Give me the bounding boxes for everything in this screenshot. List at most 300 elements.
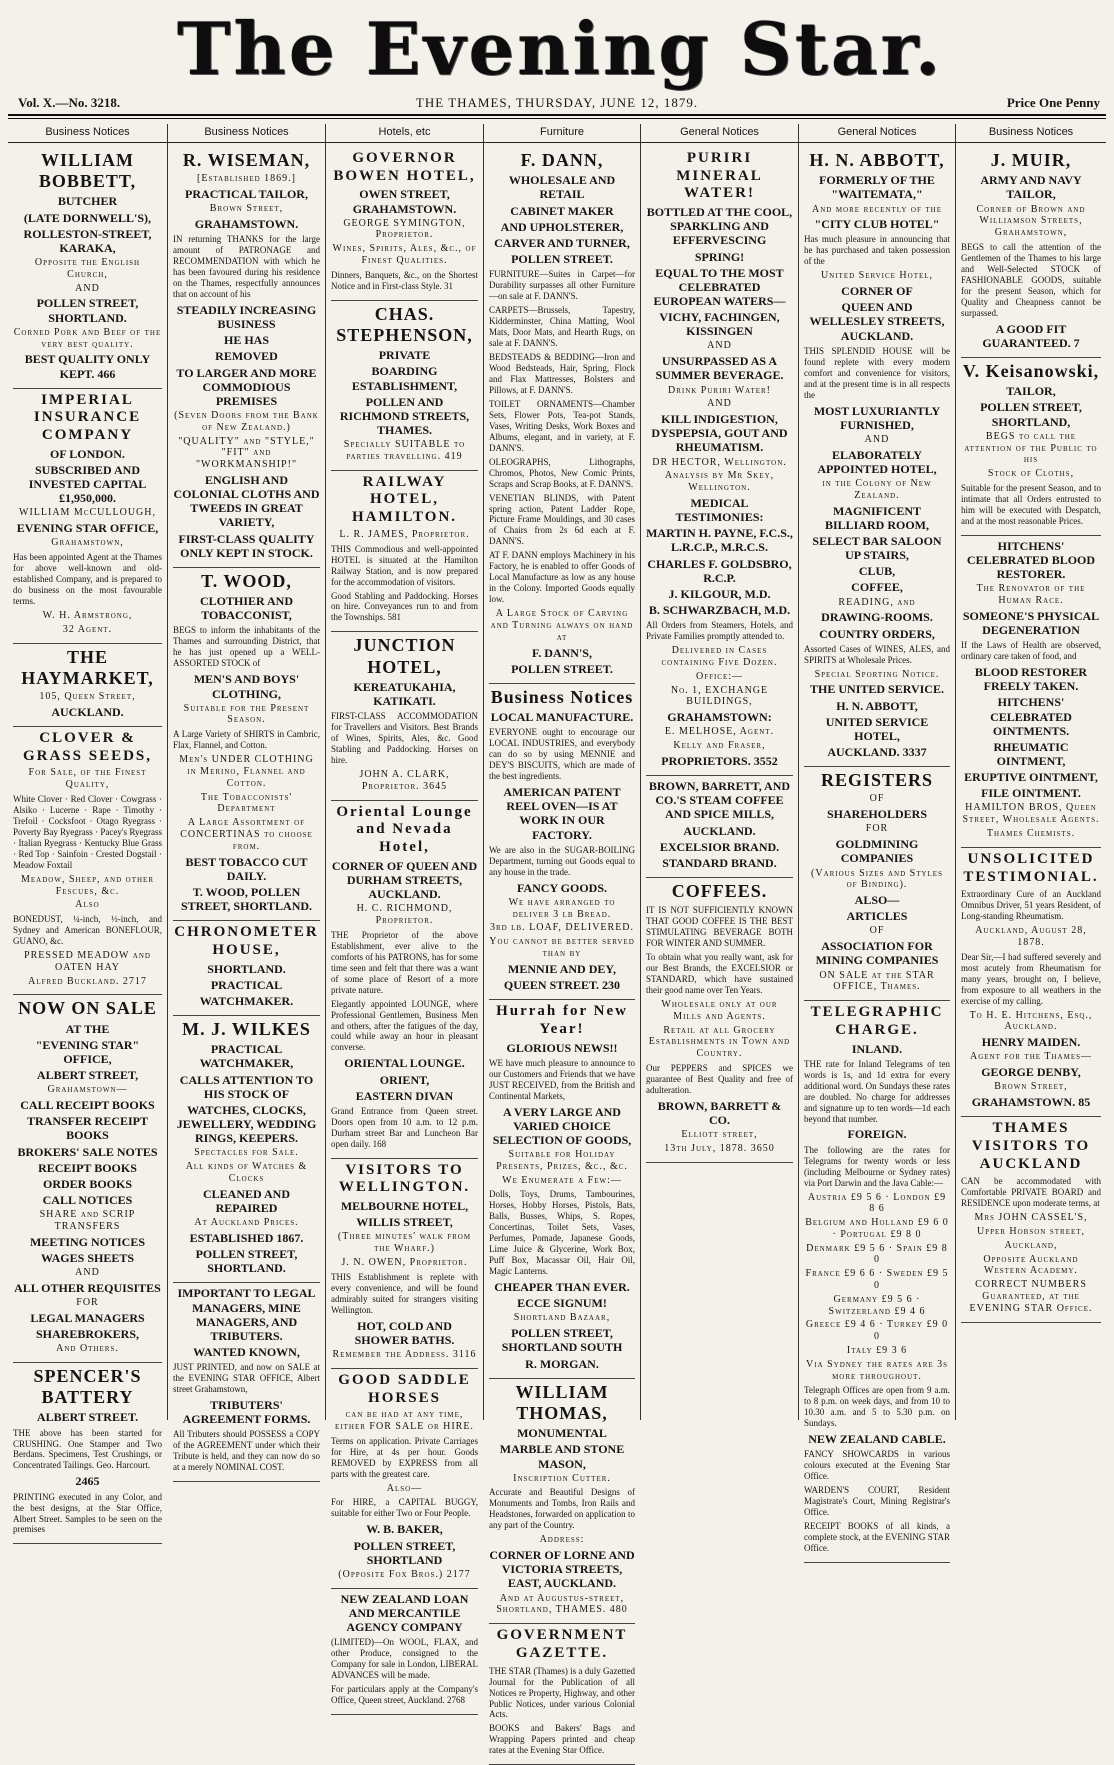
ad-line: A VERY LARGE AND VARIED CHOICE SELECTION OF GOODS,	[492, 1104, 632, 1147]
ad-line: A Large Assortment of CONCERTINAS to choose from.	[180, 817, 313, 852]
ad-headline: J. MUIR,	[990, 149, 1072, 170]
ad-line: Agent for the Thames—	[969, 1051, 1093, 1063]
ad-headline: UNSOLICITED TESTIMONIAL.	[963, 850, 1099, 885]
ad-line: A Large Stock of Carving and Turning always on hand at	[490, 608, 634, 643]
ad-line: TAILOR,	[1006, 384, 1056, 399]
ad-line: BROKERS' SALE NOTES	[17, 1144, 158, 1159]
advertisement	[13, 389, 162, 644]
ad-body-text: Suitable for the present Season, and to intimate that all Orders entrusted to him will be executed with Despatch, and at the most reasonable Prices.	[961, 482, 1101, 526]
ad-line: ORIENT,	[379, 1072, 430, 1087]
ad-line: "QUALITY" and "STYLE," "FIT" and "WORKMANSHIP!"	[178, 435, 315, 471]
ad-line: At Auckland Prices.	[194, 1217, 299, 1229]
ad-line: Via Sydney the rates are 3s more throughout.	[805, 1358, 949, 1382]
ad-line: Office:—	[695, 670, 744, 682]
ad-body-text: THE Proprietor of the above Establishment, ever alive to the comforts of his PATRONS, has for some time seen and felt that there was a want of some place of Resort of a more private nature.	[331, 929, 478, 995]
ad-line: GRAHAMSTOWN. 85	[971, 1095, 1091, 1110]
ad-line: For Sale, of the Finest Quality,	[28, 767, 147, 791]
ad-line: The Renovator of the Human Race.	[976, 583, 1086, 607]
ad-body-text: FURNITURE—Suites in Carpet—for Durability surpasses all other Furniture—on sale at F. DANN'S.	[489, 269, 635, 302]
column-7	[956, 124, 1106, 1420]
ad-line: Thames Chemists.	[986, 828, 1076, 840]
ad-headline: GOVERNOR BOWEN HOTEL,	[333, 149, 476, 184]
ad-body-text: BEGS to inform the inhabitants of the Thames and surrounding District, that he has just opened up a WELL-ASSORTED STOCK of	[173, 625, 320, 669]
ad-body-text: THIS Commodious and well-appointed HOTEL is situated at the Hamilton Railway Station, and is now prepared for the accommodation of visitors.	[331, 543, 478, 587]
ad-line: PRACTICAL TAILOR,	[185, 187, 308, 201]
ad-body-text: Assorted Cases of WINES, ALES, and SPIRITS at Wholesale Prices.	[804, 643, 950, 665]
advertisement	[489, 1624, 635, 1765]
ad-line: CABINET MAKER	[510, 203, 614, 218]
ad-headline: HITCHENS' CELEBRATED BLOOD RESTORER.	[966, 538, 1096, 582]
ad-line: ELABORATELY APPOINTED HOTEL,	[817, 447, 937, 476]
ad-headline: R. WISEMAN,	[182, 149, 311, 170]
ad-line: WATCHMAKER.	[199, 993, 294, 1008]
ad-line: FILE OINTMENT.	[981, 786, 1081, 801]
ad-line: Analysis by Mr Skey, Wellington.	[664, 470, 775, 494]
ad-line: CORRECT NUMBERS Guaranteed, at the EVENING STAR Office.	[969, 1279, 1093, 1314]
ad-line: BEGS to call the attention of the Public to his	[964, 430, 1098, 466]
column-heading: General Notices	[641, 124, 798, 143]
advertisement	[489, 684, 635, 1000]
ad-body-text: RECEIPT BOOKS of all kinds, a complete stock, at the EVENING STAR Office.	[804, 1521, 950, 1554]
ad-line: We Enumerate a Few:—	[502, 1174, 622, 1186]
ad-line: POLLEN STREET, SHORTLAND.	[36, 296, 139, 325]
ad-line: 3rd lb. LOAF, DELIVERED.	[489, 922, 635, 934]
ad-headline: V. Keisanowski,	[962, 361, 1100, 381]
ad-headline: REGISTERS	[820, 770, 934, 791]
ad-line: H. C. RICHMOND, Proprietor.	[356, 903, 453, 926]
ad-line: FIRST-CLASS QUALITY ONLY KEPT IN STOCK.	[178, 531, 315, 560]
ad-line: ORDER BOOKS	[42, 1176, 132, 1191]
ad-line: Special Sporting Notice.	[814, 668, 940, 680]
ad-body-text: CARPETS—Brussels, Tapestry, Kidderminster, China Matting, Wool Mats, Door Mats, and Hearth Rugs, on sale at F. DANN'S.	[489, 305, 635, 348]
masthead-rule	[8, 114, 1106, 116]
ad-body-text: IT IS NOT SUFFICIENTLY KNOWN THAT GOOD COFFEE IS THE BEST STIMULATING BEVERAGE BOTH FOR WINTER AND SUMMER.	[646, 905, 793, 949]
ad-line: EQUAL TO THE MOST CELEBRATED EUROPEAN WATERS—	[653, 265, 786, 308]
ad-body-text: Grand Entrance from Queen street. Doors open from 10 a.m. to 12 p.m. Durham street Bar and Luncheon Bar open daily. 168	[331, 1105, 478, 1149]
newspaper-columns	[8, 124, 1106, 1756]
ad-body-text: The following are the rates for Telegrams for twenty words or less (including Melbourne or Sydney rates) via Port Darwin and the Java Cable:—	[804, 1144, 950, 1188]
ad-line: Grahamstown,	[51, 537, 124, 549]
ad-line: And at Augustus-street, Shortland, THAMES. 480	[496, 1592, 628, 1616]
ad-line: W. B. BAKER,	[366, 1522, 443, 1537]
ad-line: United Service Hotel,	[820, 270, 934, 282]
ad-line: 13th July, 1878. 3650	[664, 1143, 775, 1154]
ad-line: TRIBUTERS' AGREEMENT FORMS.	[182, 1398, 311, 1427]
ad-headline: NEW ZEALAND LOAN AND MERCANTILE AGENCY COMPANY	[340, 1591, 469, 1634]
column-6	[799, 124, 956, 1554]
ad-line: AND	[75, 282, 100, 294]
ad-line: AUCKLAND. 3337	[827, 745, 927, 760]
ad-line: OF LONDON.	[50, 446, 125, 461]
ad-line: INLAND.	[851, 1041, 903, 1056]
ad-body-text: BEDSTEADS & BEDDING—Iron and Wood Bedsteads, Hair, Spring, Flock and Flax Mattresses, Bolsters and Pillows, at F. DANN'S.	[489, 351, 635, 395]
advertisement	[646, 878, 793, 1163]
ad-line: POLLEN AND RICHMOND STREETS, THAMES.	[339, 394, 470, 438]
ad-line: Address:	[539, 1534, 585, 1546]
column-2	[168, 124, 326, 1473]
ad-headline: PURIRI MINERAL WATER!	[676, 149, 763, 202]
ad-body-text: OLEOGRAPHS, Lithographs, Chromos, Photos, New Comic Prints, Scraps and Scrap Books, at F. DANN'S.	[489, 456, 635, 489]
ad-line: T. WOOD, POLLEN STREET, SHORTLAND.	[180, 884, 313, 914]
column-heading: General Notices	[799, 124, 955, 143]
ad-line: NEW ZEALAND CABLE.	[808, 1432, 946, 1447]
column-1	[8, 124, 168, 1535]
ad-line: GRAHAMSTOWN:	[667, 710, 772, 725]
ad-line: AND	[75, 1267, 100, 1279]
ad-line: PRACTICAL	[210, 977, 283, 992]
ad-headline: IMPORTANT TO LEGAL MANAGERS, MINE MANAGERS, AND TRIBUTERS.	[177, 1286, 316, 1343]
ad-line: Corner of Brown and Williamson Streets, Grahamstown,	[976, 203, 1086, 239]
masthead-rule-thin	[8, 118, 1106, 119]
advertisement	[331, 1589, 478, 1715]
ad-line: ASSOCIATION FOR MINING COMPANIES	[815, 939, 939, 968]
advertisement	[173, 147, 320, 568]
ad-line: EXCELSIOR BRAND.	[659, 839, 780, 854]
ad-line: FORMERLY OF THE "WAITEMATA,"	[819, 173, 935, 202]
ad-line: (LATE DORNWELL'S),	[23, 210, 152, 225]
ad-line: WANTED KNOWN,	[193, 1344, 300, 1359]
ad-line: RECEIPT BOOKS	[38, 1160, 137, 1175]
ad-line: SPRING!	[694, 249, 745, 264]
ad-line: HITCHENS' CELEBRATED OINTMENTS.	[990, 695, 1072, 738]
ad-line: can be had at any time, either FOR SALE or HIRE.	[335, 1409, 474, 1432]
ad-body-text: Dolls, Toys, Drums, Tambourines, Horses, Hobby Horses, Pistols, Bats, Balls, Busses, Whips, S. Ropes, Concertinas, Toilet Sets, Vases, Perfumes, Pomade, Japanese Goods, Lime Juice & Glycerine, Work Box, Puff Box, Macassar Oil, Hair Oil, Magic Lanterns.	[489, 1189, 635, 1277]
ad-body-text: AT F. DANN employs Machinery in his Factory, he is enabled to offer Goods of Local Manufacture as low as any house in the Colony. Imported Goods equally low.	[489, 550, 635, 605]
ad-line: KEREATUKAHIA, KATIKATI.	[353, 679, 456, 709]
advertisement	[331, 147, 478, 301]
ad-line: GOLDMINING COMPANIES	[835, 837, 919, 866]
ad-line: Kelly and Fraser,	[673, 740, 766, 752]
ad-line: CHARLES F. GOLDSBRO, R.C.P.	[647, 556, 792, 585]
ad-line: HENRY MAIDEN.	[981, 1035, 1081, 1050]
ad-line: Wines, Spirits, Ales, &c., of Finest Qualities.	[332, 243, 477, 267]
ad-line: HOT, COLD AND SHOWER BATHS.	[354, 1318, 455, 1347]
ad-line: CORNER OF QUEEN AND DURHAM STREETS, AUCKLAND.	[331, 858, 478, 902]
ad-line: SHAREHOLDERS	[826, 807, 928, 822]
advertisement	[489, 1000, 635, 1379]
ad-line: ALBERT STREET.	[36, 1410, 139, 1425]
ad-line: LOCAL MANUFACTURE.	[490, 710, 634, 725]
ad-line: POLLEN STREET, SHORTLAND,	[980, 400, 1082, 429]
ad-line: Also	[75, 899, 100, 911]
ad-line: BOARDING ESTABLISHMENT,	[351, 364, 458, 393]
ad-body-text: WARDEN'S COURT, Resident Magistrate's Court, Mining Registrar's Office.	[804, 1485, 950, 1518]
ad-line: B. SCHWARZBACH, M.D.	[648, 603, 791, 618]
ad-line: MONUMENTAL	[517, 1426, 607, 1441]
ad-line: Spectacles for Sale.	[194, 1147, 299, 1159]
ad-line: ALSO—	[854, 893, 900, 908]
ad-line: STEADILY INCREASING BUSINESS	[176, 302, 317, 332]
column-heading: Hotels, etc	[326, 124, 483, 143]
ad-line: J. N. OWEN, Proprietor.	[341, 1257, 468, 1269]
ad-body-text: Has been appointed Agent at the Thames for above well-known and old-established Company, and is prepared to do business on the most favourable terms.	[13, 552, 162, 606]
ad-line: TRANSFER RECEIPT BOOKS	[26, 1114, 149, 1143]
ad-line: AND	[707, 398, 732, 410]
ad-line: To H. E. Hitchens, Esq., Auckland.	[969, 1009, 1093, 1033]
ad-line: BEST TOBACCO CUT DAILY.	[185, 854, 308, 883]
ad-line: Remember the Address. 3116	[332, 1349, 477, 1361]
ad-headline: NOW ON SALE	[18, 998, 157, 1019]
ad-body-text: (LIMITED)—On WOOL, FLAX, and other Produce, consigned to the Company for sale in London, LIBERAL ADVANCES will be made.	[331, 1637, 478, 1681]
ad-line: SHAREBROKERS,	[35, 1326, 140, 1341]
advertisement	[961, 848, 1101, 1117]
ad-line: DR HECTOR, Wellington.	[652, 456, 787, 468]
ad-line: CORNER OF LORNE AND VICTORIA STREETS, EAST, AUCKLAND.	[489, 1548, 635, 1591]
ad-line: ARMY AND NAVY TAILOR,	[980, 173, 1082, 202]
ad-line: Stock of Cloths,	[987, 468, 1075, 480]
ad-body-text: To obtain what you really want, ask for our Best Brands, the EXCELSIOR or STANDARD, which have sustained their good name over Ten Years.	[646, 952, 793, 996]
ad-line: AUCKLAND.	[683, 823, 756, 838]
ad-line: And Others.	[56, 1343, 119, 1355]
ad-headline: THAMES VISITORS TO AUCKLAND	[971, 1120, 1091, 1172]
ad-line: Wholesale only at our Mills and Agents.	[661, 999, 778, 1022]
ad-body-text: Good Stabling and Paddocking. Horses on hire. Conveyances run to and from the Townships. 581	[331, 590, 478, 623]
ad-line: CALL RECEIPT BOOKS	[20, 1098, 155, 1113]
ad-line: Meadow, Sheep, and other Fescues, &c.	[21, 873, 154, 897]
ad-line: SHARE and SCRIP TRANSFERS	[39, 1209, 136, 1232]
advertisement	[13, 995, 162, 1363]
ad-headline: SPENCER'S BATTERY	[33, 1365, 142, 1408]
ad-line: Suitable for Holiday Presents, Prizes, &c., &c.	[496, 1149, 628, 1172]
ad-body-text: BEGS to call the attention of the Gentlemen of the Thames to his large and Well-Selected STOCK of FASHIONABLE GOODS, suitable for the present Season, which for Quality and Cheapness cannot be surpassed.	[961, 241, 1101, 318]
ad-line: ROLLESTON-STREET, KARAKA,	[23, 226, 152, 255]
ad-line: Auckland,	[1004, 1239, 1058, 1251]
ad-line: OF	[869, 793, 885, 805]
ad-line: ON SALE at the STAR OFFICE, Thames.	[819, 969, 935, 993]
ad-line: STANDARD BRAND.	[662, 855, 777, 870]
ad-line: CALL NOTICES	[42, 1193, 133, 1207]
ad-body-text: BOOKS and Bakers' Bags and Wrapping Papers printed and cheap rates at the Evening Star Office.	[489, 1723, 635, 1756]
advertisement	[961, 147, 1101, 358]
ad-line: [Established 1869.]	[197, 173, 296, 185]
advertisement	[489, 147, 635, 684]
ad-line: The Tobacconists' Department	[200, 791, 293, 815]
ad-line: OF	[869, 925, 885, 937]
ad-body-text: Has much pleasure in announcing that he has purchased and taken possession of the	[804, 234, 950, 267]
ad-body-text: A Large Variety of SHIRTS in Cambric, Flax, Flannel, and Cotton.	[173, 729, 320, 751]
ad-line: COFFEE,	[851, 580, 903, 595]
ad-body-text: VENETIAN BLINDS, with Patent spring action, Patent Ladder Rope, Picture Frame Mouldings, and 30 cases of Chairs from 2s 6d each at F. DANN'S.	[489, 492, 635, 547]
ad-line: EVENING STAR OFFICE,	[16, 521, 159, 536]
ad-body-text: PRINTING executed in any Color, and the best designs, at the Star Office, Albert Street. Samples to be seen on the premises	[13, 1491, 162, 1535]
ad-body-text: BONEDUST, ¼-inch, ½-inch, and Sydney and American BONEFLOUR, GUANO, &c.	[13, 914, 162, 947]
ad-line: in the Colony of New Zealand.	[822, 478, 932, 501]
ad-line: TO LARGER AND MORE COMMODIOUS PREMISES	[176, 365, 317, 408]
ad-line: AND	[707, 340, 732, 352]
column-heading: Business Notices	[168, 124, 325, 143]
ad-line: ECCE SIGNUM!	[517, 1296, 607, 1311]
ad-line: UNSURPASSED AS A SUMMER BEVERAGE.	[655, 354, 784, 383]
ad-line: ARTICLES	[846, 909, 908, 924]
ad-line: ORIENTAL LOUNGE.	[344, 1056, 465, 1071]
ad-line: GRAHAMSTOWN.	[194, 216, 299, 231]
ad-line: OWEN STREET, GRAHAMSTOWN.	[352, 187, 457, 216]
advertisement	[331, 1159, 478, 1369]
advertisement	[13, 147, 162, 389]
ad-headline: M. J. WILKES	[182, 1019, 311, 1040]
column-heading: Business Notices	[956, 124, 1106, 143]
ad-line: WILLIAM McCULLOUGH,	[19, 507, 156, 519]
ad-line: ESTABLISHED 1867.	[189, 1230, 304, 1245]
ad-line: AT THE	[65, 1021, 110, 1036]
ad-body-text: For HIRE, a CAPITAL BUGGY, suitable for either Two or Four People.	[331, 1497, 478, 1519]
ad-line: ERUPTIVE OINTMENT,	[964, 770, 1098, 785]
advertisement	[173, 921, 320, 1016]
advertisement	[173, 568, 320, 921]
ad-line: JOHN A. CLARK, Proprietor. 3645	[359, 769, 450, 792]
ad-line: France £9 6 6 · Sweden £9 5 0	[805, 1268, 949, 1292]
ad-line: A GOOD FIT GUARANTEED. 7	[982, 321, 1080, 350]
ad-line: Shortland Bazaar,	[513, 1312, 611, 1324]
ad-line: READING, and	[838, 596, 916, 608]
advertisement	[961, 358, 1101, 536]
ad-line: ENGLISH AND COLONIAL CLOTHS AND TWEEDS IN GREAT VARIETY,	[173, 473, 320, 530]
ad-body-text: Dinners, Banquets, &c., on the Shortest Notice and in First-class Style. 31	[331, 269, 478, 291]
ad-line: DRAWING-ROOMS.	[821, 610, 933, 625]
advertisement	[804, 147, 950, 767]
ad-body-text: Our PEPPERS and SPICES we guarantee of Best Quality and free of adulteration.	[646, 1062, 793, 1095]
advertisement	[331, 1369, 478, 1589]
ad-headline: H. N. ABBOTT,	[809, 149, 945, 170]
ad-line: No. 1, EXCHANGE BUILDINGS,	[670, 684, 769, 708]
ad-line: And more recently of the	[812, 203, 942, 215]
advertisement	[804, 767, 950, 1001]
dateline-bar	[0, 95, 1114, 113]
ad-line: (Various Sizes and Styles of Binding).	[811, 867, 943, 891]
ad-line: "EVENING STAR" OFFICE,	[35, 1037, 140, 1066]
advertisement	[13, 727, 162, 995]
ad-line: Brown Street,	[994, 1081, 1068, 1093]
ad-line: E. MELHOSE, Agent.	[664, 726, 775, 738]
ad-line: HAMILTON BROS, Queen Street, Wholesale Agents.	[962, 802, 1100, 826]
ad-body-text: TOILET ORNAMENTS—Chamber Sets, Flower Pots, Tea-pot Stands, Vases, Writing Desks, Work Boxes and Albums, elegant, and in variety, at F. DANN'S.	[489, 398, 635, 453]
ad-line: REMOVED	[215, 349, 278, 364]
ad-line: POLLEN STREET.	[511, 251, 613, 266]
ad-line: POLLEN STREET, SHORTLAND SOUTH	[501, 1326, 623, 1355]
ad-body-text: THE STAR (Thames) is a duly Gazetted Journal for the Publication of all Notices re Property, Highway, and other Public Notices, under various Colonial Acts.	[489, 1665, 635, 1720]
ad-line: MENNIE AND DEY,	[508, 961, 616, 976]
ad-line: CLUB,	[858, 564, 896, 579]
ad-line: FANCY GOODS.	[517, 880, 607, 895]
ad-body-text: Terms on application. Private Carriages for Hire, at 4s per hour. Goods REMOVED by EXPRESS from all parts with the greatest care.	[331, 1435, 478, 1479]
ad-line: BROWN, BARRETT & CO.	[657, 1098, 782, 1128]
ad-headline: F. DANN,	[520, 149, 604, 170]
ad-line: POLLEN STREET, SHORTLAND.	[195, 1247, 298, 1276]
ad-line: GEORGE SYMINGTON, Proprietor.	[343, 217, 466, 241]
newspaper-title: The Evening Star.	[176, 6, 944, 91]
ad-body-text: EVERYONE ought to encourage our LOCAL INDUSTRIES, and everybody can do so by using MENNIE and DEY'S BISCUITS, which are made of the best ingredients.	[489, 727, 635, 782]
ad-line: Brown Street,	[209, 203, 284, 215]
advertisement	[331, 301, 478, 471]
ad-line: KILL INDIGESTION, DYSPEPSIA, GOUT AND RHEUMATISM.	[651, 412, 788, 455]
ad-line: CORNER OF	[841, 284, 913, 299]
ad-line: THE UNITED SERVICE.	[810, 682, 944, 697]
ad-line: BOTTLED AT THE COOL, SPARKLING AND EFFERVESCING	[646, 205, 793, 248]
ad-line: Drink Puriri Water!	[667, 384, 772, 396]
ad-line: Alfred Buckland. 2717	[28, 975, 147, 987]
ad-line: MEETING NOTICES	[29, 1234, 146, 1249]
ad-line: QUEEN AND WELLESLEY STREETS, AUCKLAND.	[809, 300, 945, 343]
ad-headline: THE HAYMARKET,	[21, 646, 154, 688]
advertisement	[13, 644, 162, 727]
ad-headline: T. WOOD,	[201, 570, 292, 591]
ad-body-text: White Clover · Red Clover · Cowgrass · Alsiko · Lucerne · Rape · Timothy · Trefoil · Cocksfoot · Otago Ryegrass · Poverty Bay Ryegrass · Pacey's Ryegrass · Italian Ryegrass · Kentucky Blue Grass · Red Top · Sainfoin · Crested Dogstail · Meadow Foxtail	[13, 793, 162, 870]
ad-body-text: We are also in the SUGAR-BOILING Department, turning out Goods equal to any house in the trade.	[489, 844, 635, 877]
ad-line: 105, Queen Street,	[39, 691, 136, 703]
advertisement	[961, 1117, 1101, 1322]
ad-line: Inscription Cutter.	[513, 1472, 611, 1484]
ad-body-text: FANCY SHOWCARDS in various colours executed at the Evening Star Office.	[804, 1449, 950, 1482]
advertisement	[646, 776, 793, 878]
ad-line: Delivered in Cases containing Five Dozen.	[661, 645, 778, 668]
ad-body-text: CAN be accommodated with Comfortable PRIVATE BOARD and RESIDENCE upon moderate terms, at	[961, 1176, 1101, 1209]
ad-line: 32 Agent.	[62, 623, 113, 635]
ad-line: AMERICAN PATENT REEL OVEN—IS AT WORK IN OUR FACTORY.	[503, 785, 621, 842]
ad-body-text: If the Laws of Health are observed, ordinary care taken of food, and	[961, 640, 1101, 662]
ad-line: POLLEN STREET, SHORTLAND	[353, 1538, 456, 1567]
ad-body-text: JUST PRINTED, and now on SALE at the EVENING STAR OFFICE, Albert street Grahamstown,	[173, 1362, 320, 1395]
ad-line: POLLEN STREET.	[511, 661, 613, 676]
ad-line: CARVER AND TURNER,	[494, 235, 630, 250]
ad-headline: CHAS. STEPHENSON,	[336, 303, 473, 346]
ad-line: F. DANN'S,	[532, 645, 592, 660]
ad-body-text: THE above has been started for CRUSHING. One Stamper and Two Berdans. Specimens, Test Crushings, or Concentrated Tailings. Geo. Harcourt.	[13, 1427, 162, 1471]
ad-line: R. MORGAN.	[525, 1356, 599, 1371]
ad-body-text: THIS SPLENDID HOUSE will be found replete with every modern comfort and convenience for visitors, and at the present time is in all respects the	[804, 345, 950, 400]
ad-line: Opposite Auckland Western Academy.	[983, 1253, 1079, 1277]
ad-line: MARBLE AND STONE MASON,	[499, 1442, 625, 1471]
ad-line: AUCKLAND.	[51, 704, 124, 719]
ad-line: Auckland, August 28, 1878.	[975, 925, 1087, 948]
advertisement	[646, 147, 793, 776]
ad-line: Men's UNDER CLOTHING in Merino, Flannel and Cotton.	[179, 754, 314, 789]
ad-line: WHOLESALE AND RETAIL	[508, 173, 616, 202]
ad-body-text: Telegraph Offices are open from 9 a.m. to 8 p.m. on week days, and from 10 to 10.30 a.m. and 5 to 5.30 p.m. on Sundays.	[804, 1385, 950, 1429]
ad-line: CALLS ATTENTION TO HIS STOCK OF	[179, 1072, 314, 1101]
ad-line: J. KILGOUR, M.D.	[668, 586, 771, 601]
ad-line: Suitable for the Present Season.	[183, 702, 310, 726]
ad-line: Greece £9 4 6 · Turkey £9 0 0	[805, 1319, 949, 1343]
ad-line: BEST QUALITY ONLY KEPT. 466	[24, 352, 151, 381]
ad-line: ALBERT STREET,	[36, 1068, 139, 1083]
ad-line: Specially SUITABLE to parties travelling. 419	[343, 439, 466, 462]
ad-line: H. N. ABBOTT,	[836, 698, 918, 713]
ad-line: HE HAS	[223, 333, 269, 348]
ad-line: BUTCHER	[57, 194, 118, 209]
advertisement	[804, 1001, 950, 1563]
advertisement	[331, 471, 478, 633]
ad-line: Germany £9 5 6 · Switzerland £9 4 6	[828, 1293, 926, 1317]
ad-line: GLORIOUS NEWS!!	[506, 1040, 618, 1055]
ad-line: Mrs JOHN CASSEL'S,	[974, 1212, 1088, 1224]
column-4	[484, 124, 641, 1756]
ad-body-text: FIRST-CLASS ACCOMMODATION for Travellers and Visitors. Best Brands of Wines, Spirits, Ales, &c. Good Stabling and Paddocking. Horses on hire.	[331, 711, 478, 766]
ad-headline: RAILWAY HOTEL, HAMILTON.	[351, 473, 458, 526]
ad-body-text: Elegantly appointed LOUNGE, where Professional Gentlemen, Business Men and others, after the fatigues of the day, could while away an hour in pleasant converse.	[331, 998, 478, 1053]
ad-line: Austria £9 5 6 · London £9 8 6	[807, 1191, 947, 1215]
ad-line: CHEAPER THAN EVER.	[494, 1280, 630, 1295]
ad-headline: Oriental Lounge and Nevada Hotel,	[336, 803, 473, 856]
ad-line: ALL OTHER REQUISITES	[14, 1280, 161, 1295]
issue-price: Price One Penny	[1006, 95, 1100, 110]
ad-line: BLOOD RESTORER FREELY TAKEN.	[974, 665, 1088, 694]
ad-line: W. H. Armstrong,	[42, 609, 133, 621]
ad-line: WAGES SHEETS	[40, 1250, 135, 1265]
ad-line: WATCHES, CLOCKS, JEWELLERY, WEDDING RINGS, KEEPERS.	[176, 1102, 317, 1146]
advertisement	[173, 1016, 320, 1283]
ad-line: PRIVATE	[378, 348, 431, 363]
advertisement	[331, 801, 478, 1159]
